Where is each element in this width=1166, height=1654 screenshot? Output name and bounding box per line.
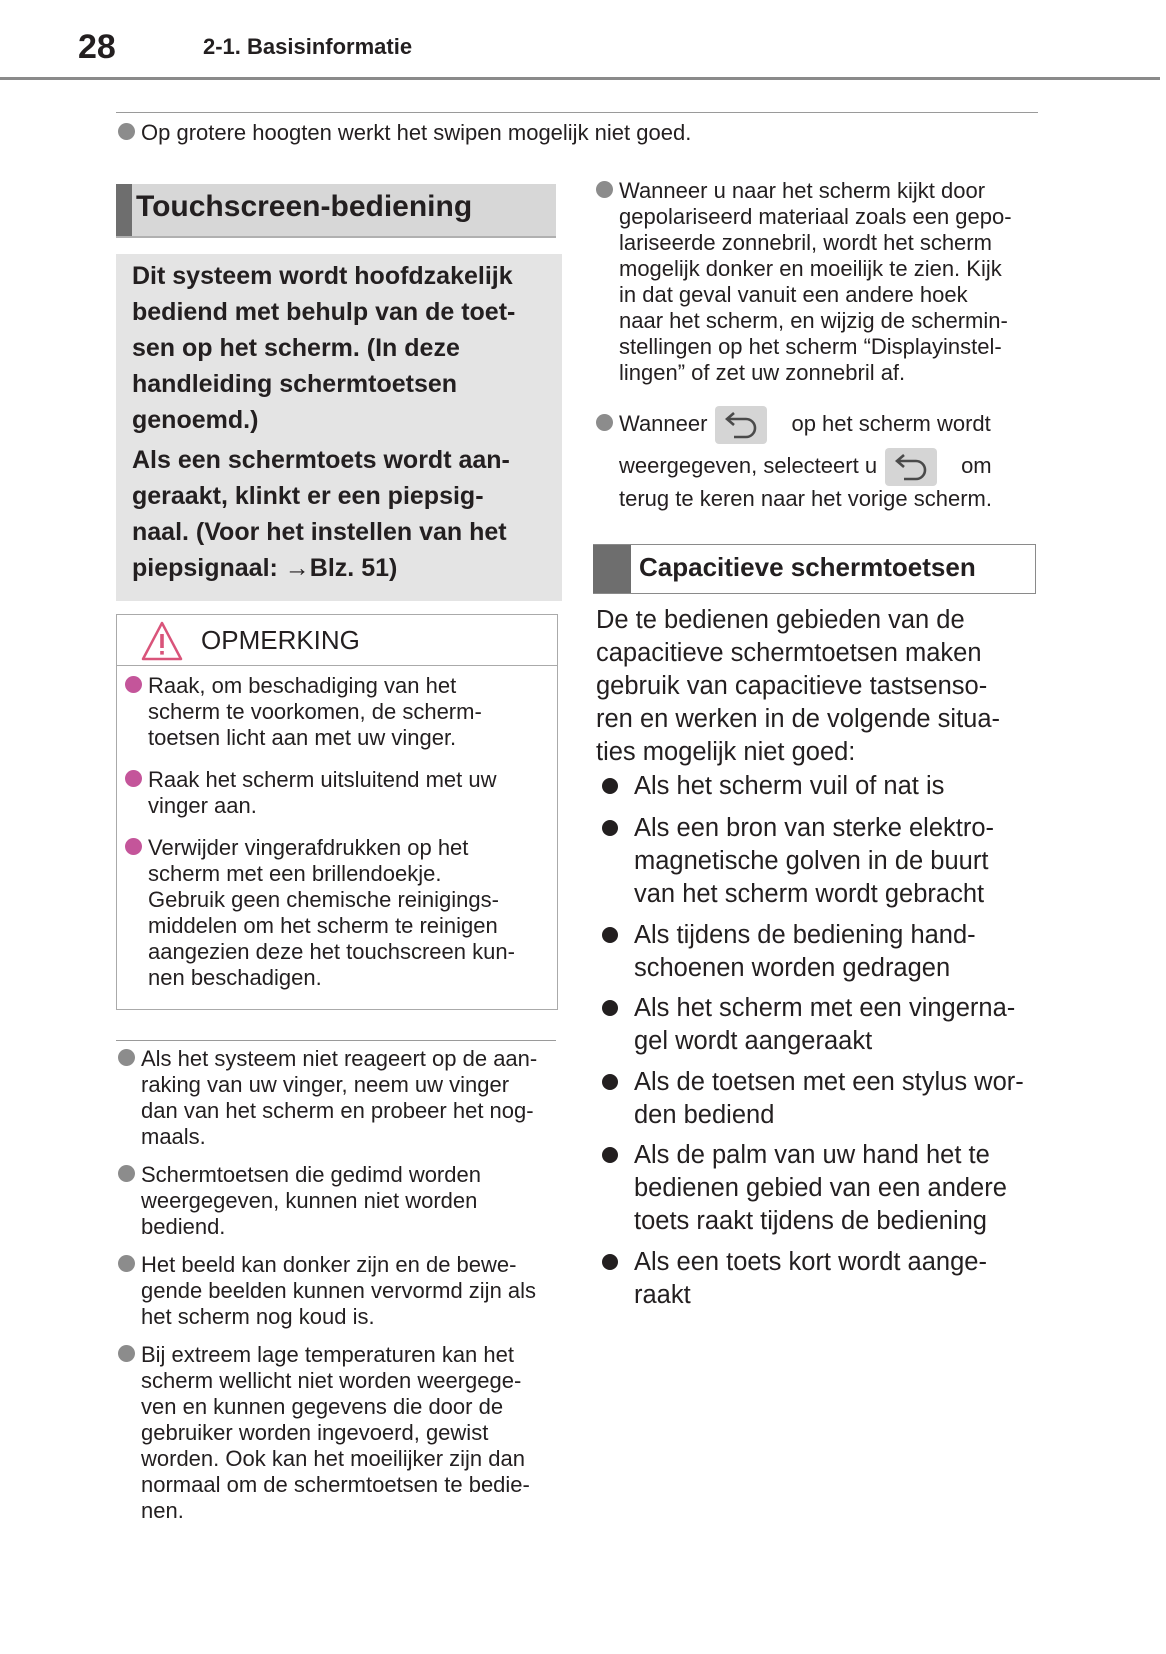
text-line: gebruiker worden ingevoerd, gewist xyxy=(141,1420,489,1445)
list-item-text xyxy=(634,1246,987,1312)
bullet-icon xyxy=(118,1345,135,1362)
text-line: middelen om het scherm te reinigen xyxy=(148,913,498,938)
text-line: ties mogelijk niet goed: xyxy=(596,738,856,766)
text-line: Als de palm van uw hand het te xyxy=(634,1141,990,1169)
bullet-icon xyxy=(602,778,618,794)
text-line: Het beeld kan donker zijn en de bewe- xyxy=(141,1252,517,1277)
touchscreen-heading xyxy=(116,184,556,238)
back-arrow-icon xyxy=(715,406,767,444)
text-line: naar het scherm, en wijzig de schermin- xyxy=(619,308,1008,333)
bullet-icon xyxy=(596,181,613,198)
text-segment: weergegeven, selecteert u xyxy=(619,453,878,478)
capacitive-list-item xyxy=(594,1139,1040,1238)
notice-item xyxy=(125,767,545,819)
list-item-text xyxy=(634,1066,1024,1132)
text-line: capacitieve schermtoetsen maken xyxy=(596,639,982,667)
text-line: De te bedienen gebieden van de xyxy=(596,606,965,634)
bullet-icon xyxy=(118,1049,135,1066)
right-note-text xyxy=(619,178,1012,386)
capacitive-list-item xyxy=(594,919,1040,985)
text-line: scherm te voorkomen, de scherm- xyxy=(148,699,482,724)
text-segment: Wanneer xyxy=(619,411,708,436)
text-line: gebruik van capacitieve tastsenso- xyxy=(596,672,988,700)
text-line: Bij extreem lage temperaturen kan het xyxy=(141,1342,514,1367)
text-line: dan van het scherm en probeer het nog- xyxy=(141,1098,534,1123)
text-line: toets raakt tijdens de bediening xyxy=(634,1207,987,1235)
notice-item xyxy=(125,673,545,751)
bullet-icon xyxy=(602,1147,618,1163)
notice-item-text xyxy=(148,673,482,751)
left-note-text xyxy=(141,1252,536,1330)
capacitive-list-item xyxy=(594,770,1040,803)
text-line: in dat geval vanuit een andere hoek xyxy=(619,282,968,307)
right-note-polarized xyxy=(596,178,1040,386)
notice-item-text xyxy=(148,835,515,991)
text-line: van het scherm wordt gebracht xyxy=(634,880,985,908)
text-line: normaal om de schermtoetsen te bedie- xyxy=(141,1472,530,1497)
capacitive-intro xyxy=(596,604,1036,769)
intro-line: naal. (Voor het instellen van het xyxy=(132,518,507,546)
header-divider xyxy=(0,77,1160,80)
text-line: stellingen op het scherm “Displayinstel- xyxy=(619,334,1002,359)
text-line: het scherm nog koud is. xyxy=(141,1304,375,1329)
text-line: Verwijder vingerafdrukken op het xyxy=(148,835,469,860)
left-note xyxy=(118,1342,562,1524)
text-line: maals. xyxy=(141,1124,206,1149)
text-line: Raak het scherm uitsluitend met uw xyxy=(148,767,497,792)
intro-line: Dit systeem wordt hoofdzakelijk xyxy=(132,262,513,290)
text-line: lingen” of zet uw zonnebril af. xyxy=(619,360,906,385)
intro-paragraph-1 xyxy=(132,258,552,438)
text-line: scherm wellicht niet worden weergege- xyxy=(141,1368,522,1393)
text-line: vinger aan. xyxy=(148,793,257,818)
text-line: worden. Ook kan het moeilijker zijn dan xyxy=(141,1446,525,1471)
list-item-text xyxy=(634,770,944,803)
back-arrow-icon xyxy=(885,448,937,486)
text-line: ven en kunnen gegevens die door de xyxy=(141,1394,504,1419)
heading-bar xyxy=(116,184,132,236)
left-note xyxy=(118,1252,562,1330)
text-line: schoenen worden gedragen xyxy=(634,954,951,982)
text-line: Als de toetsen met een stylus wor- xyxy=(634,1068,1024,1096)
text-line: Als het systeem niet reageert op de aan- xyxy=(141,1046,538,1071)
text-line: gel wordt aangeraakt xyxy=(634,1027,873,1055)
text-line: Als het scherm met een vingerna- xyxy=(634,994,1016,1022)
notice-item-text xyxy=(148,767,497,819)
text-line: Als het scherm vuil of nat is xyxy=(634,772,945,800)
left-note-text xyxy=(141,1162,481,1240)
text-line: den bediend xyxy=(634,1101,775,1129)
capacitive-list-item xyxy=(594,992,1040,1058)
text-line: ren en werken in de volgende situa- xyxy=(596,705,1001,733)
left-notes-divider xyxy=(116,1040,556,1041)
bullet-icon xyxy=(118,123,135,140)
intro-line: geraakt, klinkt er een piepsig- xyxy=(132,482,484,510)
intro-line: handleiding schermtoetsen xyxy=(132,370,458,398)
text-line: Als tijdens de bediening hand- xyxy=(634,921,976,949)
text-line xyxy=(619,446,992,486)
text-line: raking van uw vinger, neem uw vinger xyxy=(141,1072,510,1097)
notice-box xyxy=(116,614,558,1010)
text-segment: om xyxy=(961,453,992,478)
intro-paragraph-2 xyxy=(132,442,552,586)
bullet-icon xyxy=(602,1074,618,1090)
page-number: 28 xyxy=(78,28,116,66)
bullet-icon xyxy=(596,414,613,431)
text-segment: op het scherm wordt xyxy=(791,411,991,436)
list-item-text xyxy=(634,992,1015,1058)
intro-line: Als een schermtoets wordt aan- xyxy=(132,446,510,474)
warning-triangle-icon xyxy=(141,621,183,661)
notice-item xyxy=(125,835,545,991)
text-line: mogelijk donker en moeilijk te zien. Kijk xyxy=(619,256,1002,281)
bullet-icon xyxy=(602,820,618,836)
bullet-icon xyxy=(602,927,618,943)
notice-header xyxy=(117,615,557,666)
text-line: raakt xyxy=(634,1281,691,1309)
heading-bar xyxy=(593,545,631,593)
list-item-text xyxy=(634,1139,1007,1238)
intro-line: bediend met behulp van de toet- xyxy=(132,298,516,326)
text-line: Als een bron van sterke elektro- xyxy=(634,814,995,842)
intro-line: genoemd.) xyxy=(132,406,259,434)
capacitive-list-item xyxy=(594,1246,1040,1312)
bullet-icon xyxy=(125,838,142,855)
list-item-text xyxy=(634,812,994,911)
intro-line: sen op het scherm. (In deze xyxy=(132,334,460,362)
capacitive-list-item xyxy=(594,812,1040,911)
text-line xyxy=(619,404,992,444)
text-line: bedienen gebied van een andere xyxy=(634,1174,1007,1202)
top-note-divider xyxy=(116,112,1038,113)
top-note-text: Op grotere hoogten werkt het swipen mogelijk niet goed. xyxy=(141,120,692,145)
list-item-text xyxy=(634,919,976,985)
touchscreen-heading-label: Touchscreen-bediening xyxy=(136,190,473,223)
text-line: gende beelden kunnen vervormd zijn als xyxy=(141,1278,537,1303)
capacitive-list-item xyxy=(594,1066,1040,1132)
right-note-back xyxy=(596,404,1040,512)
bullet-icon xyxy=(125,676,142,693)
capacitive-heading-label: Capacitieve schermtoetsen xyxy=(639,552,976,582)
notice-title: OPMERKING xyxy=(201,625,360,655)
text-line: gepolariseerd materiaal zoals een gepo- xyxy=(619,204,1012,229)
left-note-text xyxy=(141,1342,530,1524)
bullet-icon xyxy=(602,1000,618,1016)
text-line: scherm met een brillendoekje. xyxy=(148,861,442,886)
text-line: Raak, om beschadiging van het xyxy=(148,673,457,698)
text-line: lariseerde zonnebril, wordt het scherm xyxy=(619,230,992,255)
top-note xyxy=(118,120,1038,146)
text-line: terug te keren naar het vorige scherm. xyxy=(619,486,992,511)
left-note xyxy=(118,1046,562,1150)
text-line: Als een toets kort wordt aange- xyxy=(634,1248,987,1276)
text-line: Gebruik geen chemische reinigings- xyxy=(148,887,499,912)
text-line: bediend. xyxy=(141,1214,226,1239)
text-line: Schermtoetsen die gedimd worden xyxy=(141,1162,481,1187)
left-note-text xyxy=(141,1046,537,1150)
text-line: toetsen licht aan met uw vinger. xyxy=(148,725,457,750)
left-note xyxy=(118,1162,562,1240)
text-line: Wanneer u naar het scherm kijkt door xyxy=(619,178,986,203)
bullet-icon xyxy=(125,770,142,787)
bullet-icon xyxy=(118,1255,135,1272)
bullet-icon xyxy=(118,1165,135,1182)
intro-line: piepsignaal: →Blz. 51) xyxy=(132,554,398,582)
right-note-text xyxy=(619,404,992,512)
text-line: nen beschadigen. xyxy=(148,965,322,990)
text-line: weergegeven, kunnen niet worden xyxy=(141,1188,478,1213)
touchscreen-intro-box xyxy=(116,254,562,601)
text-line: nen. xyxy=(141,1498,184,1523)
text-line: magnetische golven in de buurt xyxy=(634,847,989,875)
section-title: 2-1. Basisinformatie xyxy=(203,34,413,59)
bullet-icon xyxy=(602,1254,618,1270)
capacitive-heading xyxy=(593,544,1036,594)
text-line: aangezien deze het touchscreen kun- xyxy=(148,939,515,964)
